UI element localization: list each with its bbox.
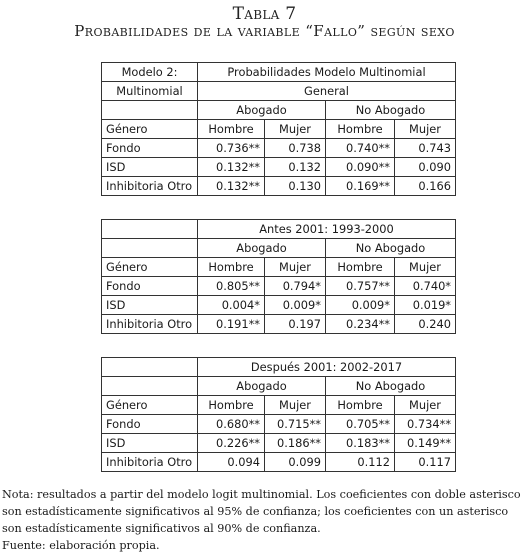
cell-value: 0.805** — [198, 277, 265, 296]
table-title: Tabla 7 — [232, 4, 297, 24]
group-no-abogado: No Abogado — [326, 377, 456, 396]
cell-value: 0.009* — [326, 296, 395, 315]
cell-value: 0.197 — [265, 315, 326, 334]
group-header-row — [102, 239, 456, 258]
cell-value: 0.112 — [326, 453, 395, 472]
model-label-line1: Modelo 2: — [102, 63, 198, 82]
table-row — [102, 177, 456, 196]
header-sub: General — [198, 82, 456, 101]
table-source: Fuente: elaboración propia. — [2, 539, 160, 552]
cell-value: 0.009* — [265, 296, 326, 315]
row-label: Inhibitoria Otro — [102, 453, 198, 472]
col-hombre: Hombre — [198, 396, 265, 415]
cell-value: 0.183** — [326, 434, 395, 453]
period-label: Antes 2001: 1993-2000 — [198, 220, 456, 239]
table-header-row — [102, 82, 456, 101]
column-header-row — [102, 396, 456, 415]
cell-value: 0.132** — [198, 158, 265, 177]
col-hombre: Hombre — [198, 120, 265, 139]
cell-value: 0.132** — [198, 177, 265, 196]
col-hombre: Hombre — [198, 258, 265, 277]
col-hombre: Hombre — [326, 396, 395, 415]
table-header-row — [102, 63, 456, 82]
cell-value: 0.734** — [395, 415, 456, 434]
group-abogado: Abogado — [198, 101, 326, 120]
table-row — [102, 139, 456, 158]
col-mujer: Mujer — [265, 120, 326, 139]
cell-value: 0.090 — [395, 158, 456, 177]
cell-value: 0.794* — [265, 277, 326, 296]
group-header-row — [102, 377, 456, 396]
table-row — [102, 315, 456, 334]
col-mujer: Mujer — [395, 258, 456, 277]
row-header-genero: Género — [102, 258, 198, 277]
column-header-row — [102, 258, 456, 277]
table-subtitle: Probabilidades de la variable “Fallo” según sexo — [74, 22, 455, 40]
group-abogado: Abogado — [198, 377, 326, 396]
col-hombre: Hombre — [326, 120, 395, 139]
cell-value: 0.738 — [265, 139, 326, 158]
cell-value: 0.099 — [265, 453, 326, 472]
cell-value: 0.117 — [395, 453, 456, 472]
cell-value: 0.740** — [326, 139, 395, 158]
row-header-genero: Género — [102, 396, 198, 415]
col-mujer: Mujer — [395, 396, 456, 415]
cell-value: 0.004* — [198, 296, 265, 315]
column-header-row — [102, 120, 456, 139]
row-label: ISD — [102, 158, 198, 177]
col-mujer: Mujer — [395, 120, 456, 139]
group-abogado: Abogado — [198, 239, 326, 258]
cell-value: 0.186** — [265, 434, 326, 453]
cell-value: 0.705** — [326, 415, 395, 434]
row-label: Inhibitoria Otro — [102, 177, 198, 196]
cell-value: 0.191** — [198, 315, 265, 334]
row-label: Fondo — [102, 139, 198, 158]
table-note: Nota: resultados a partir del modelo logit multinomial. Los coeficientes con doble asterisco son estadísticamente significativos al 95% de confianza; los coeficientes con un asterisco son estadísticamente significativos al 90% de confianza. — [2, 488, 521, 535]
cell-value: 0.169** — [326, 177, 395, 196]
table-row — [102, 296, 456, 315]
table-row — [102, 453, 456, 472]
table-row — [102, 277, 456, 296]
group-header-row — [102, 101, 456, 120]
cell-value: 0.226** — [198, 434, 265, 453]
table-row — [102, 415, 456, 434]
model-label-line2: Multinomial — [102, 82, 198, 101]
col-mujer: Mujer — [265, 258, 326, 277]
period-label: Después 2001: 2002-2017 — [198, 358, 456, 377]
cell-value: 0.715** — [265, 415, 326, 434]
cell-value: 0.743 — [395, 139, 456, 158]
cell-value: 0.094 — [198, 453, 265, 472]
group-no-abogado: No Abogado — [326, 101, 456, 120]
table-row — [102, 434, 456, 453]
period-header-row — [102, 358, 456, 377]
row-label: Inhibitoria Otro — [102, 315, 198, 334]
empty-cell — [102, 358, 198, 377]
table-despues-2001 — [101, 357, 456, 472]
cell-value: 0.090** — [326, 158, 395, 177]
group-no-abogado: No Abogado — [326, 239, 456, 258]
header-main: Probabilidades Modelo Multinomial — [198, 63, 456, 82]
col-mujer: Mujer — [265, 396, 326, 415]
row-label: Fondo — [102, 277, 198, 296]
cell-value: 0.234** — [326, 315, 395, 334]
cell-value: 0.019* — [395, 296, 456, 315]
cell-value: 0.736** — [198, 139, 265, 158]
table-general — [101, 62, 456, 196]
table-antes-2001 — [101, 219, 456, 334]
cell-value: 0.680** — [198, 415, 265, 434]
empty-cell — [102, 220, 198, 239]
cell-value: 0.757** — [326, 277, 395, 296]
cell-value: 0.132 — [265, 158, 326, 177]
cell-value: 0.149** — [395, 434, 456, 453]
row-label: Fondo — [102, 415, 198, 434]
cell-value: 0.130 — [265, 177, 326, 196]
empty-cell — [102, 101, 198, 120]
empty-cell — [102, 377, 198, 396]
col-hombre: Hombre — [326, 258, 395, 277]
cell-value: 0.240 — [395, 315, 456, 334]
cell-value: 0.740* — [395, 277, 456, 296]
row-label: ISD — [102, 434, 198, 453]
period-header-row — [102, 220, 456, 239]
cell-value: 0.166 — [395, 177, 456, 196]
row-label: ISD — [102, 296, 198, 315]
empty-cell — [102, 239, 198, 258]
row-header-genero: Género — [102, 120, 198, 139]
table-row — [102, 158, 456, 177]
